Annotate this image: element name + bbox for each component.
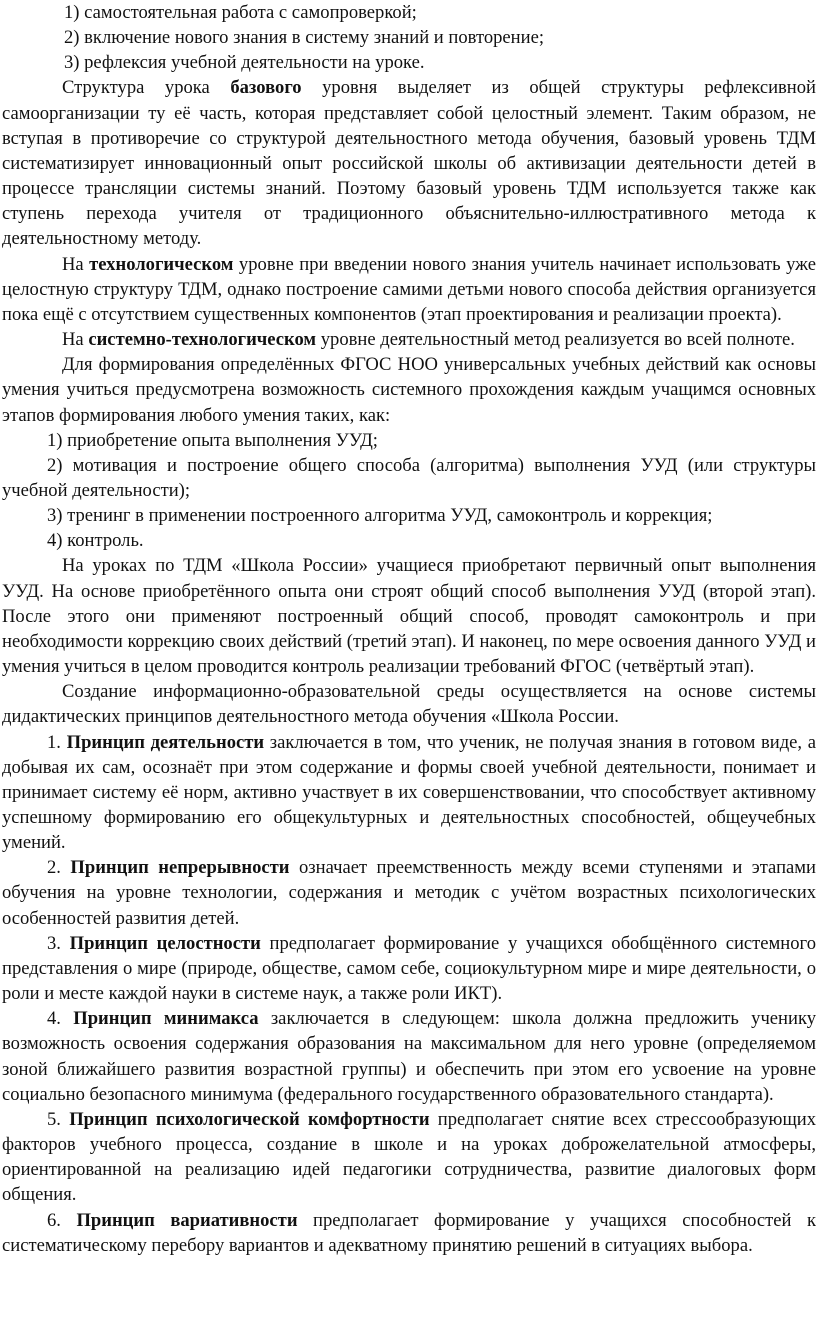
list-item: 3) тренинг в применении построенного алгоритма УУД, самоконтроль и коррекция; [47, 505, 713, 527]
list-item: 2) мотивация и построение общего способа (алгоритма) выполнения УУД (или структуры учебной деятельности); [2, 454, 816, 501]
paragraph-system-tech-level: На системно-технологическом уровне деятельностный метод реализуется во всей полноте. [62, 329, 795, 351]
list-item: 3) рефлексия учебной деятельности на уроке. [64, 52, 425, 74]
principle-title: Принцип минимакса [73, 1008, 259, 1030]
principle-title: Принцип деятельности [66, 731, 265, 753]
principle-item: 5. Принцип психологической комфортности предполагает снятие всех стрессообразующих факторов учебного процесса, создание в школе и на уроках доброжелательной атмосферы, ориентированной на реализацию идей педагогики сотрудничества, развитие диалоговых форм общения. [2, 1108, 816, 1206]
list-item: 1) самостоятельная работа с самопроверкой; [64, 2, 417, 23]
paragraph-basic-level: Структура урока базового уровня выделяет из общей структуры рефлексивной самоорганизации ту её часть, которая представляет собой целостный элемент. Таким образом, не вступая в противоречие со структурой деятельностного метода обучения, базовый уровень ТДМ систематизирует инновационный опыт российской школы об активизации деятельности детей в процессе трансляции системы знаний. Поэтому базовый уровень ТДМ используется также как ступень перехода учителя от традиционного объяснительно-иллюстративного метода к деятельностному методу. [2, 77, 816, 250]
bold-term: технологическом [89, 253, 234, 275]
bold-term: системно-технологическом [88, 329, 317, 351]
paragraph-fgos: Для формирования определённых ФГОС НОО универсальных учебных действий как основы умения учиться предусмотрена возможность системного прохождения каждым учащимся основных этапов формирования любого умения таких, как: [2, 354, 816, 426]
paragraph-tech-level: На технологическом уровне при введении нового знания учитель начинает использовать уже целостную структуру ТДМ, однако построение самими детьми нового способа действия организуется пока ещё с отсутствием существенных компонентов (этап проектирования и реализации проекта). [2, 253, 816, 325]
principles-list [2, 730, 816, 1258]
intro-list [2, 0, 816, 75]
principle-title: Принцип целостности [69, 932, 261, 954]
principle-item: 6. Принцип вариативности предполагает формирование у учащихся способностей к систематическому перебору вариантов и адекватному принятию решений в ситуациях выбора. [2, 1209, 816, 1256]
principle-item: 2. Принцип непрерывности означает преемственность между всеми ступенями и этапами обучения на уровне технологии, содержания и методик с учётом возрастных психологических особенностей развития детей. [2, 857, 816, 929]
list-item: 2) включение нового знания в систему знаний и повторение; [64, 27, 545, 49]
paragraph-environment: Создание информационно-образовательной среды осуществляется на основе системы дидактических принципов деятельностного метода обучения «Школа России. [2, 681, 816, 728]
principle-title: Принцип психологической комфортности [69, 1108, 430, 1130]
list-item: 1) приобретение опыта выполнения УУД; [47, 429, 378, 451]
bold-term: базового [230, 77, 302, 99]
principle-item: 3. Принцип целостности предполагает формирование у учащихся обобщённого системного представления о мире (природе, обществе, самом себе, социокультурном мире и мире деятельности, о роли и месте каждой науки в системе наук, а также роли ИКТ). [2, 932, 816, 1005]
list-item: 4) контроль. [47, 530, 144, 552]
uud-stages-list [2, 428, 816, 554]
principle-title: Принцип вариативности [76, 1209, 298, 1231]
principle-item: 4. Принцип минимакса заключается в следующем: школа должна предложить ученику возможность освоения содержания образования на максимальном для него уровне (определяемом зоной ближайшего развития возрастной группы) и обеспечить при этом его усвоение на уровне социально безопасного минимума (федерального государственного образовательного стандарта). [2, 1008, 816, 1105]
principle-title: Принцип непрерывности [70, 857, 290, 879]
principle-item: 1. Принцип деятельности заключается в том, что ученик, не получая знания в готовом виде, а добывая их сам, осознаёт при этом содержание и формы своей учебной деятельности, понимает и принимает систему её норм, активно участвует в их совершенствовании, что способствует активному успешному формированию его общекультурных и деятельностных способностей, общеучебных умений. [2, 731, 816, 854]
paragraph-school-russia: На уроках по ТДМ «Школа России» учащиеся приобретают первичный опыт выполнения УУД. На основе приобретённого опыта они строят общий способ выполнения УУД (второй этап). После этого они применяют построенный общий способ, проводят самоконтроль и при необходимости коррекцию своих действий (третий этап). И наконец, по мере освоения данного УУД и умения учиться в целом проводится контроль реализации требований ФГОС (четвёртый этап). [2, 555, 816, 678]
